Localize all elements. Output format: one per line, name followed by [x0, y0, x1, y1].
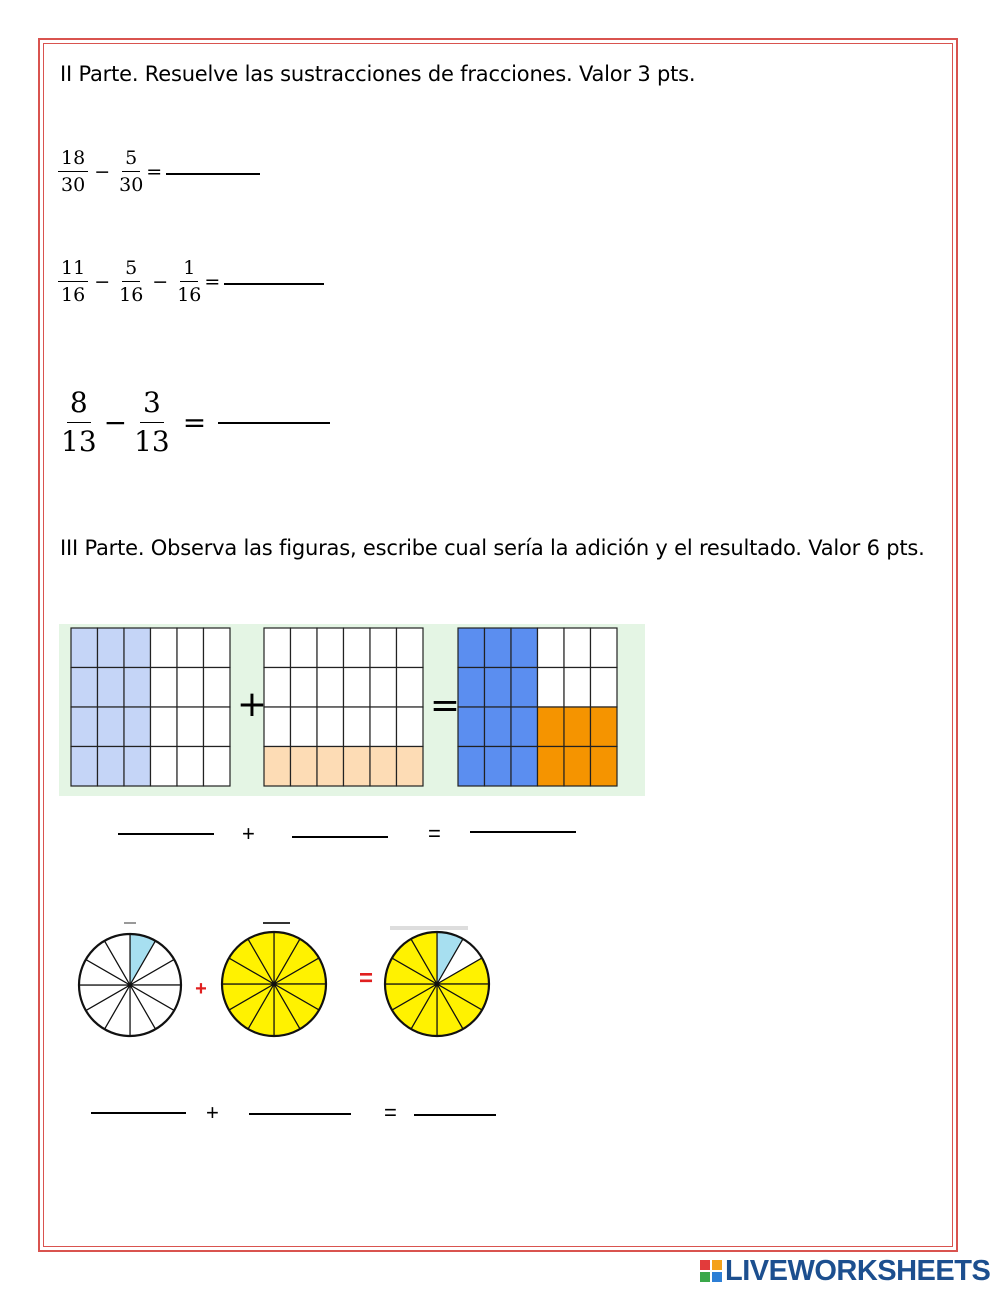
grid-cell: [98, 707, 125, 747]
grid-cell: [177, 668, 204, 708]
grid-cell: [291, 707, 318, 747]
grid-cell: [511, 628, 538, 668]
minus-sign: −: [152, 270, 169, 293]
answer-blank-addend-2[interactable]: [249, 1113, 351, 1115]
circle-equals-sign: =: [358, 965, 374, 992]
grid-cell: [511, 668, 538, 708]
answer-blank-2[interactable]: [224, 283, 324, 285]
numerator: 3: [140, 384, 164, 423]
minus-sign: −: [94, 270, 111, 293]
answer-blank-3[interactable]: [218, 422, 330, 424]
grid-cell: [344, 668, 371, 708]
subtraction-exercise-1: [58, 145, 260, 198]
grid-cell: [344, 628, 371, 668]
grid-cell: [317, 707, 344, 747]
grid-cell: [458, 747, 485, 787]
grid-sum: [458, 628, 617, 786]
circle-svg: [60, 918, 500, 1048]
grid-cell: [264, 668, 291, 708]
fraction-2: [131, 384, 173, 461]
grid-cell: [370, 707, 397, 747]
grid-cell: [564, 668, 591, 708]
grid-cell: [538, 628, 565, 668]
grid-cell: [291, 628, 318, 668]
grid-cell: [458, 668, 485, 708]
denominator: 30: [119, 174, 144, 196]
grid-cell: [124, 707, 151, 747]
grid-cell: [204, 668, 231, 708]
fraction-2: [116, 255, 146, 308]
grid-cell: [124, 668, 151, 708]
answer-blank-sum[interactable]: [470, 831, 576, 833]
grid-cell: [370, 628, 397, 668]
grid-cell: [204, 628, 231, 668]
grid-cell: [564, 628, 591, 668]
grid-cell: [151, 747, 178, 787]
grid-cell: [151, 668, 178, 708]
equals-sign: =: [428, 821, 441, 846]
numerator: 5: [122, 255, 140, 282]
grid-cell: [71, 668, 98, 708]
grid-cell: [458, 707, 485, 747]
grid-cell: [370, 747, 397, 787]
grid-cell: [370, 668, 397, 708]
equals-sign: =: [384, 1100, 397, 1125]
grid-cell: [564, 707, 591, 747]
denominator: 30: [61, 174, 86, 196]
grid-cell: [397, 668, 424, 708]
grid-cell: [124, 747, 151, 787]
denominator: 16: [119, 284, 144, 306]
grid-first-addend: [71, 628, 230, 786]
subtraction-exercise-3: [58, 384, 330, 461]
grid-cell: [177, 747, 204, 787]
grid-cell: [591, 668, 618, 708]
grid-cell: [397, 707, 424, 747]
grid-cell: [177, 707, 204, 747]
grid-cell: [317, 747, 344, 787]
grid-cell: [124, 628, 151, 668]
grid-cell: [485, 707, 512, 747]
denominator: 16: [61, 284, 86, 306]
grid-cell: [511, 747, 538, 787]
grid-cell: [317, 668, 344, 708]
circle-second-addend: [222, 932, 326, 1036]
grid-cell: [71, 747, 98, 787]
circle-sum: [385, 932, 489, 1036]
brand-logo-icon: [700, 1260, 722, 1282]
grid-cell: [98, 628, 125, 668]
grid-cell: [151, 628, 178, 668]
grid-cell: [98, 668, 125, 708]
grid-cell: [591, 707, 618, 747]
circle-plus-sign: +: [195, 978, 207, 1000]
equals-sign: =: [146, 160, 163, 183]
grid-equals-sign: =: [429, 685, 461, 726]
plus-sign: +: [242, 821, 255, 846]
grid-cell: [177, 628, 204, 668]
grid-cell: [591, 628, 618, 668]
grid-cell: [71, 628, 98, 668]
grid-cell: [591, 747, 618, 787]
grid-plus-sign: +: [236, 684, 268, 725]
grid-cell: [564, 747, 591, 787]
grid-cell: [397, 747, 424, 787]
grid-cell: [204, 747, 231, 787]
circle-first-addend: [79, 934, 181, 1036]
grid-cell: [538, 747, 565, 787]
answer-blank-addend-1[interactable]: [118, 833, 214, 835]
grid-cell: [485, 668, 512, 708]
answer-blank-1[interactable]: [166, 173, 260, 175]
grid-cell: [511, 707, 538, 747]
denominator: 13: [134, 425, 170, 458]
grid-addition-figure: [59, 624, 645, 796]
equals-sign: =: [182, 406, 207, 439]
grid-cell: [291, 668, 318, 708]
denominator: 13: [61, 425, 97, 458]
grid-cell: [204, 707, 231, 747]
brand-name: LIVEWORKSHEETS: [725, 1254, 991, 1287]
grid-cell: [344, 707, 371, 747]
grid-cell: [458, 628, 485, 668]
numerator: 18: [58, 145, 88, 172]
circle-addition-figure: [60, 918, 500, 1048]
numerator: 1: [180, 255, 198, 282]
grid-cell: [397, 628, 424, 668]
answer-blank-sum[interactable]: [414, 1114, 496, 1116]
answer-blank-addend-2[interactable]: [292, 836, 388, 838]
grid-second-addend: [264, 628, 423, 786]
fraction-1: [58, 384, 100, 461]
minus-sign: −: [103, 406, 128, 439]
numerator: 11: [58, 255, 88, 282]
grid-cell: [264, 628, 291, 668]
liveworksheets-brand: [700, 1254, 991, 1287]
part3-heading: III Parte. Observa las figuras, escribe cual sería la adición y el resultado. Valor 6 pts.: [60, 536, 925, 560]
grid-cell: [264, 707, 291, 747]
part2-heading: II Parte. Resuelve las sustracciones de fracciones. Valor 3 pts.: [60, 62, 696, 86]
grid-cell: [264, 747, 291, 787]
grid-cell: [71, 707, 98, 747]
minus-sign: −: [94, 160, 111, 183]
fraction-1: [58, 255, 88, 308]
fraction-1: [58, 145, 88, 198]
plus-sign: +: [206, 1100, 219, 1125]
numerator: 8: [67, 384, 91, 423]
fraction-3: [174, 255, 204, 308]
grid-svg: [59, 624, 645, 796]
equals-sign: =: [204, 270, 221, 293]
grid-cell: [291, 747, 318, 787]
fraction-2: [116, 145, 146, 198]
grid-cell: [317, 628, 344, 668]
subtraction-exercise-2: [58, 255, 324, 308]
grid-cell: [538, 707, 565, 747]
grid-cell: [485, 628, 512, 668]
answer-blank-addend-1[interactable]: [91, 1112, 186, 1114]
grid-cell: [98, 747, 125, 787]
denominator: 16: [177, 284, 202, 306]
grid-cell: [151, 707, 178, 747]
grid-cell: [344, 747, 371, 787]
numerator: 5: [122, 145, 140, 172]
grid-cell: [538, 668, 565, 708]
grid-cell: [485, 747, 512, 787]
